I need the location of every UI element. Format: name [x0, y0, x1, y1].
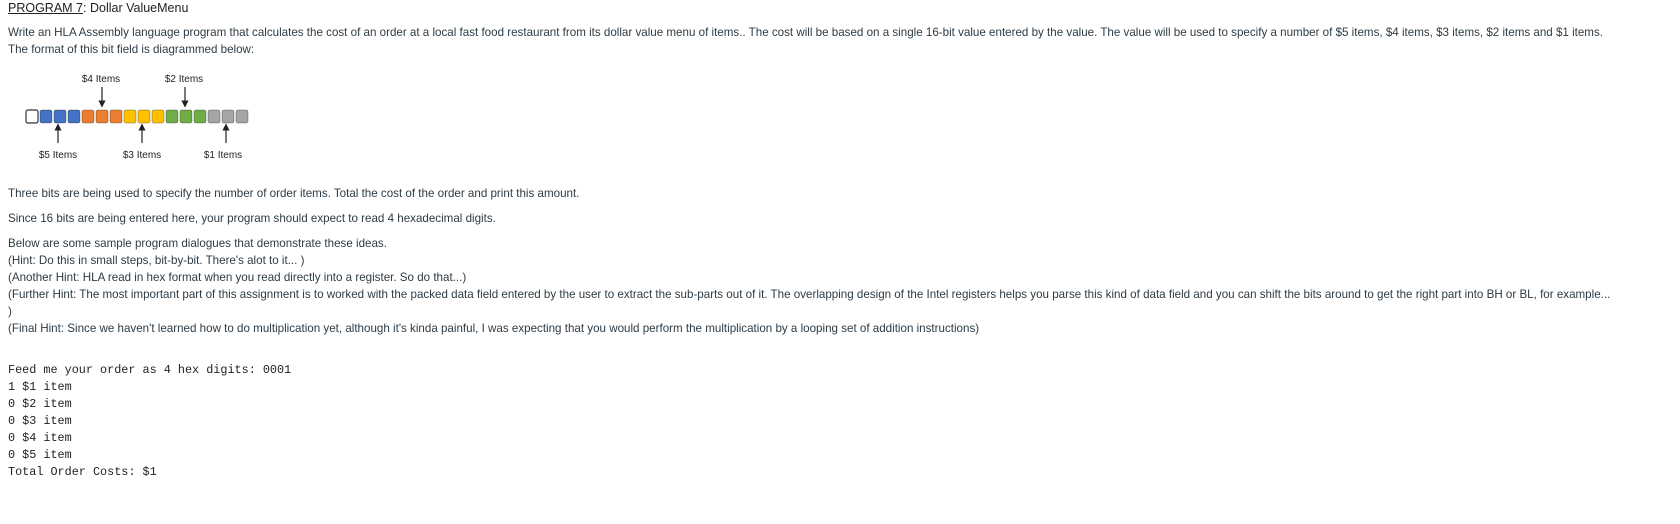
dialogue-line: Feed me your order as 4 hex digits: 0001 [8, 363, 292, 377]
bit-cell [222, 110, 234, 123]
top-label-2-items: $2 Items [164, 74, 204, 85]
bottom-label-5-items: $5 Items [38, 150, 78, 161]
bit-cell [236, 110, 248, 123]
bit-cell [54, 110, 66, 123]
bit-cells [26, 110, 248, 123]
bottom-label-1-items: $1 Items [203, 150, 243, 161]
bit-cell [208, 110, 220, 123]
bit-cell [68, 110, 80, 123]
bit-cell [180, 110, 192, 123]
hint-4: (Final Hint: Since we haven't learned how to do multiplication yet, although it's kinda painful, I was expecting that you would perform the multiplication by a looping set of addition instructions) [8, 322, 980, 335]
dialogue-line: 0 $4 item [8, 431, 72, 445]
bit-cell [40, 110, 52, 123]
bit-cell [96, 110, 108, 123]
hint-3-close: ) [8, 305, 12, 318]
dialogue-line: Total Order Costs: $1 [8, 465, 157, 479]
dialogue-line: 0 $2 item [8, 397, 72, 411]
dialogue-line: 0 $5 item [8, 448, 72, 462]
paragraph-sample-dialogues: Below are some sample program dialogues that demonstrate these ideas. [8, 237, 387, 250]
hint-2: (Another Hint: HLA read in hex format when you read directly into a register. So do that...) [8, 271, 467, 284]
title-colon: : [83, 1, 87, 15]
hint-3: (Further Hint: The most important part of this assignment is to worked with the packed data field entered by the user to extract the sub-parts out of it. The overlapping design of the Intel registers helps you parse this kind of data field and you can shift the bits around to get the right part into BH or BL, for example... [8, 288, 1611, 301]
bit-cell [138, 110, 150, 123]
bit-cell [152, 110, 164, 123]
bit-field-svg [16, 74, 276, 174]
paragraph-three-bits: Three bits are being used to specify the number of order items. Total the cost of the order and print this amount. [8, 187, 580, 200]
dialogue-line: 0 $3 item [8, 414, 72, 428]
bit-cell [82, 110, 94, 123]
bit-cell [124, 110, 136, 123]
program-label: PROGRAM 7 [8, 1, 84, 15]
dialogue-line: 1 $1 item [8, 380, 72, 394]
program-name: Dollar ValueMenu [86, 1, 189, 15]
bit-cell [166, 110, 178, 123]
paragraph-sixteen-bits: Since 16 bits are being entered here, your program should expect to read 4 hexadecimal digits. [8, 212, 496, 225]
bit-cell [194, 110, 206, 123]
top-label-4-items: $4 Items [81, 74, 121, 85]
bit-cell [110, 110, 122, 123]
intro-paragraph-line2: The format of this bit field is diagrammed below: [8, 43, 255, 56]
bottom-label-3-items: $3 Items [122, 150, 162, 161]
bit-cell [26, 110, 38, 123]
bit-field-diagram [16, 74, 276, 174]
hint-1: (Hint: Do this in small steps, bit-by-bit. There's alot to it... ) [8, 254, 305, 267]
page-title [8, 1, 188, 15]
intro-paragraph-line1: Write an HLA Assembly language program that calculates the cost of an order at a local fast food restaurant from its dollar value menu of items.. The cost will be based on a single 16-bit value entered by the value. The value will be used to specify a number of $5 items, $4 items, $3 items, $2 items and $1 items. [8, 26, 1603, 39]
